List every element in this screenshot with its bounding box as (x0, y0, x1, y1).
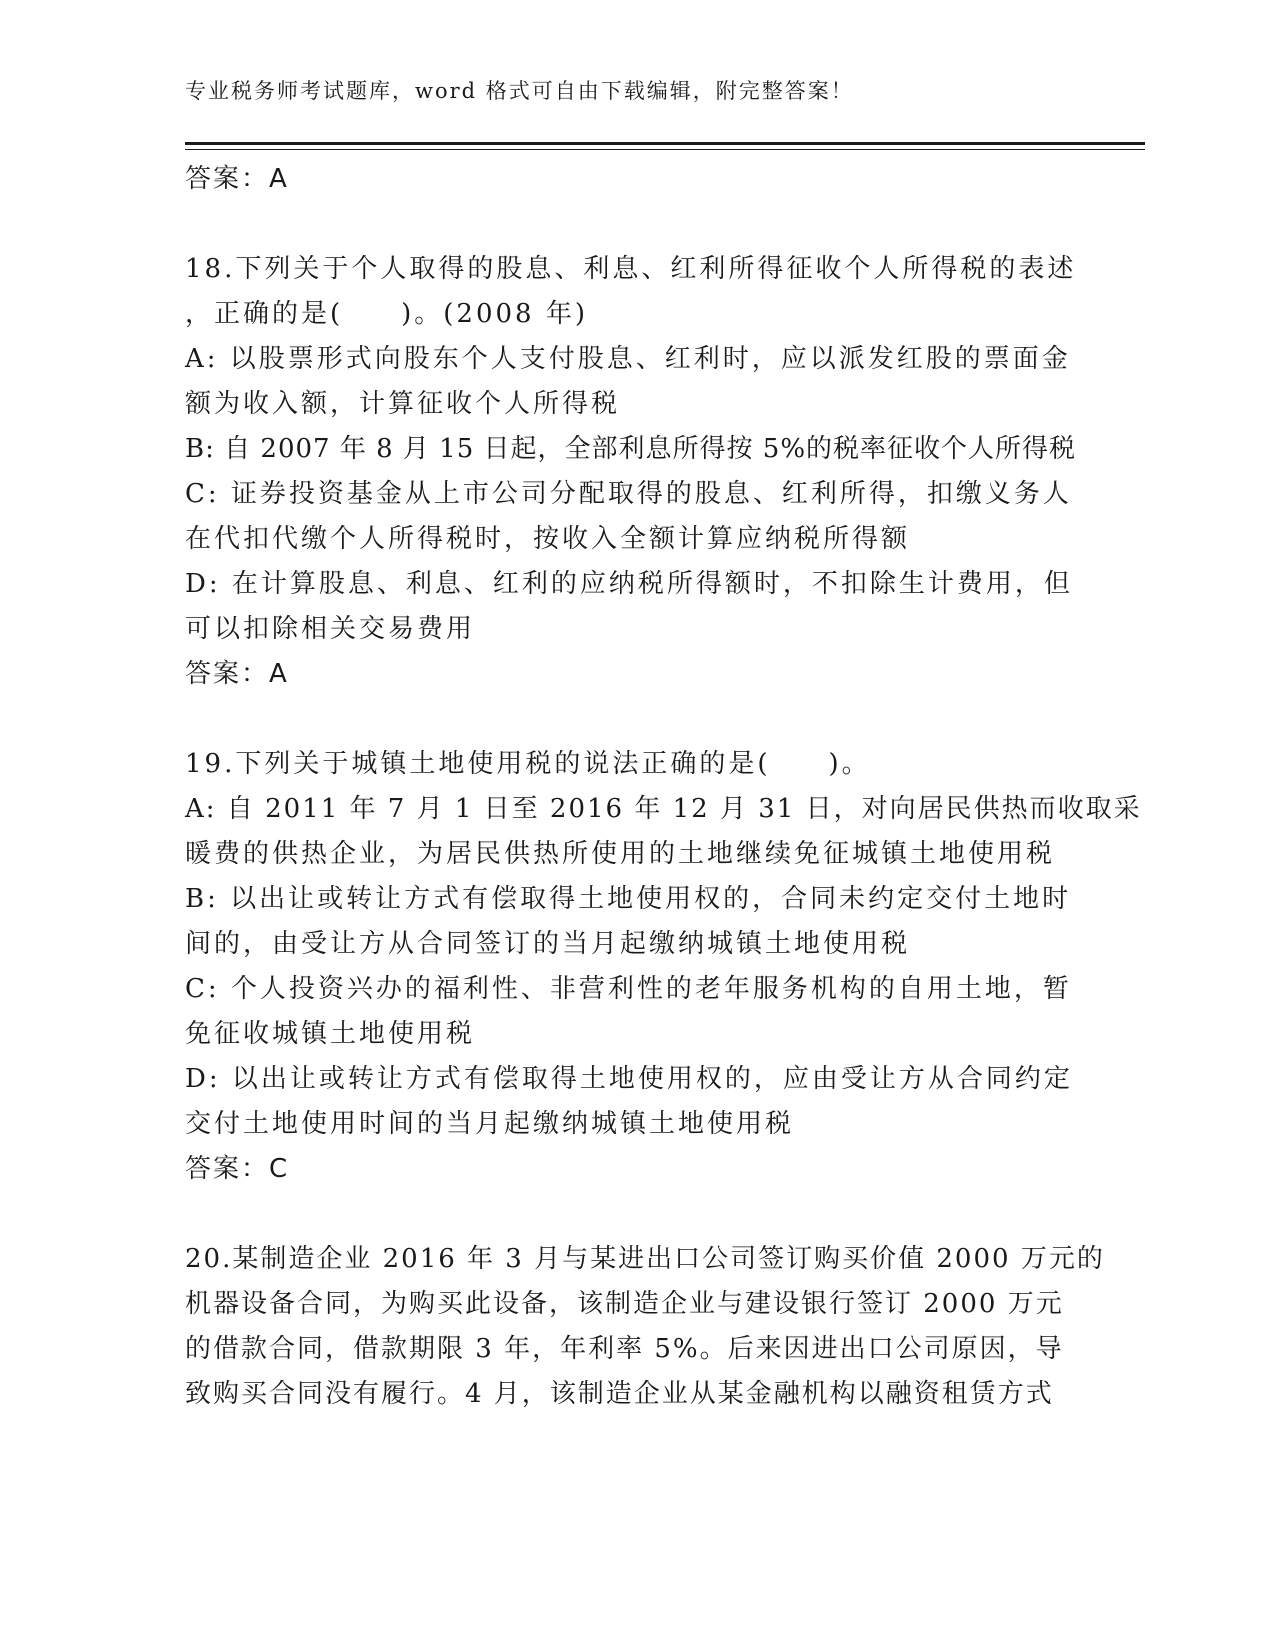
question-stem-line: 18.下列关于个人取得的股息、利息、红利所得征收个人所得税的表述 (185, 254, 1077, 284)
option-d-line: D: 以出让或转让方式有偿取得土地使用权的，应由受让方从合同约定 (185, 1064, 1073, 1094)
header-rule-thick (185, 142, 1145, 145)
option-a-line: 暖费的供热企业，为居民供热所使用的土地继续免征城镇土地使用税 (185, 839, 1056, 869)
option-c-line: C: 证券投资基金从上市公司分配取得的股息、红利所得，扣缴义务人 (185, 479, 1072, 509)
answer-19: 答案：C (185, 1154, 290, 1184)
document-body (185, 157, 1142, 1417)
page-header: 专业税务师考试题库，word 格式可自由下载编辑，附完整答案！ (185, 79, 854, 103)
spacer (185, 1192, 1085, 1237)
option-b-line: B: 以出让或转让方式有偿取得土地使用权的，合同未约定交付土地时 (185, 884, 1072, 914)
header-rule-thin (185, 149, 1145, 150)
option-c-line: 免征收城镇土地使用税 (185, 1019, 476, 1049)
option-d-line: 交付土地使用时间的当月起缴纳城镇土地使用税 (185, 1109, 795, 1139)
question-stem-line: ，正确的是( )。(2008 年) (185, 299, 589, 329)
question-19 (185, 742, 1142, 1192)
question-18 (185, 247, 1085, 697)
option-b-line: B: 自 2007 年 8 月 15 日起，全部利息所得按 5%的税率征收个人所得税 (185, 434, 1077, 464)
answer-18: 答案：A (185, 659, 289, 689)
spacer (185, 202, 1085, 247)
option-c-line: C: 个人投资兴办的福利性、非营利性的老年服务机构的自用土地，暂 (185, 974, 1072, 1004)
previous-answer: 答案：A (185, 164, 289, 194)
option-d-line: 可以扣除相关交易费用 (185, 614, 476, 644)
option-d-line: D: 在计算股息、利息、红利的应纳税所得额时，不扣除生计费用，但 (185, 569, 1073, 599)
question-stem-line: 19.下列关于城镇土地使用税的说法正确的是( )。 (185, 749, 871, 779)
option-a-line: A: 以股票形式向股东个人支付股息、红利时，应以派发红股的票面金 (185, 344, 1071, 374)
question-stem-line: 的借款合同，借款期限 3 年，年利率 5%。后来因进出口公司原因，导 (185, 1334, 1064, 1364)
spacer (185, 697, 1085, 742)
option-a-line: A: 自 2011 年 7 月 1 日至 2016 年 12 月 31 日，对向居民供热而收取采 (185, 794, 1142, 824)
question-20 (185, 1237, 1105, 1417)
option-c-line: 在代扣代缴个人所得税时，按收入全额计算应纳税所得额 (185, 524, 911, 554)
option-b-line: 间的，由受让方从合同签订的当月起缴纳城镇土地使用税 (185, 929, 911, 959)
option-a-line: 额为收入额，计算征收个人所得税 (185, 389, 621, 419)
question-stem-line: 机器设备合同，为购买此设备，该制造企业与建设银行签订 2000 万元 (185, 1289, 1064, 1319)
question-stem-line: 致购买合同没有履行。4 月，该制造企业从某金融机构以融资租赁方式 (185, 1379, 1054, 1409)
question-stem-line: 20.某制造企业 2016 年 3 月与某进出口公司签订购买价值 2000 万元的 (185, 1244, 1105, 1274)
